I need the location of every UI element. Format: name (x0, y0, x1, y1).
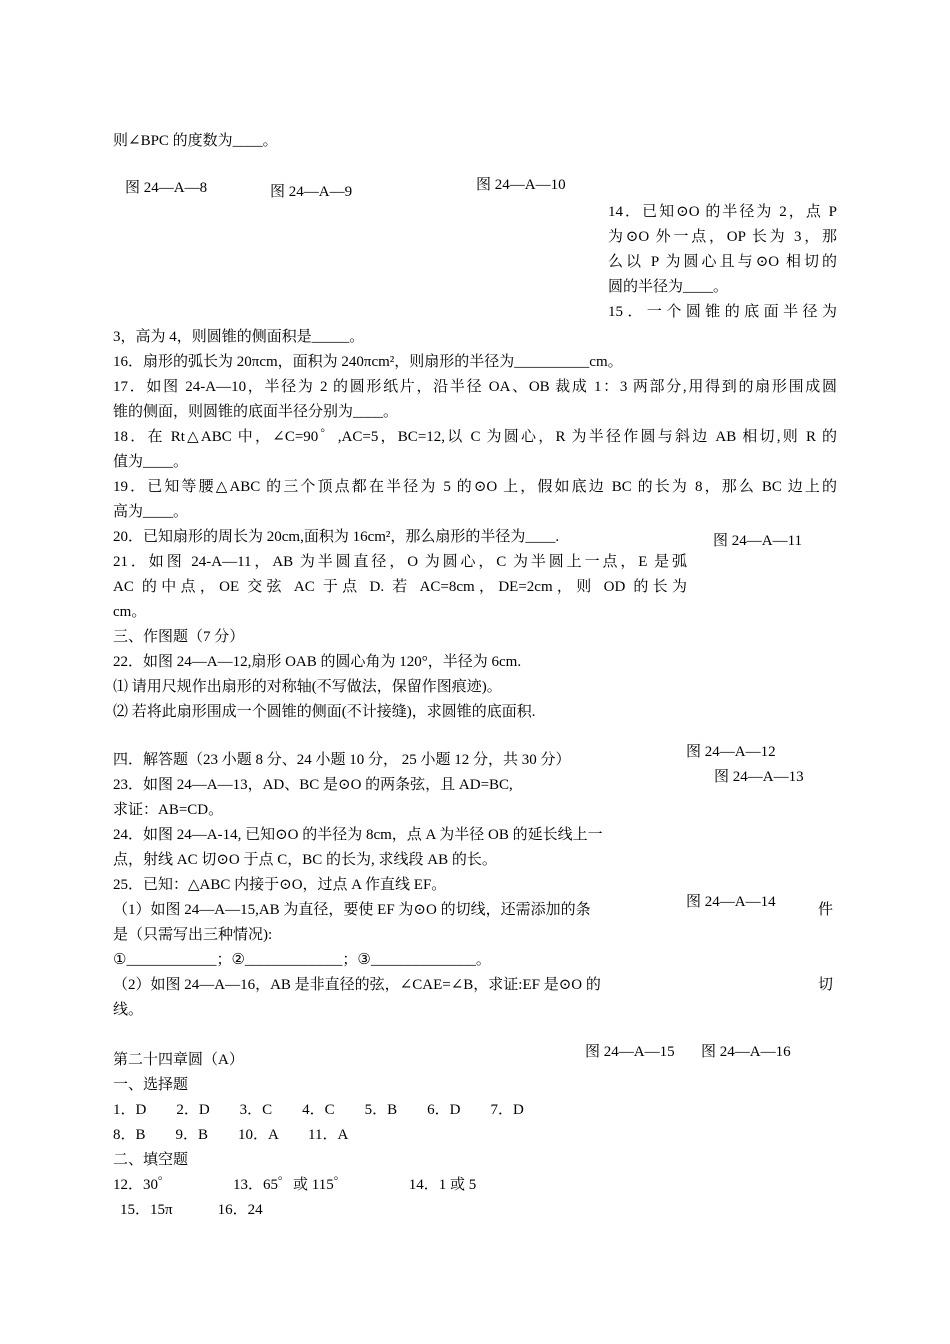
q24-line-1: 24．如图 24—A-14, 已知⊙O 的半径为 8cm，点 A 为半径 OB 的延长线上一 (113, 827, 603, 843)
q20: 20．已知扇形的周长为 20cm,面积为 16cm²，那么扇形的半径为____. (113, 529, 560, 545)
q15-line-2: 3，高为 4，则圆锥的侧面积是_____。 (113, 329, 365, 345)
q17-line-2: 锥的侧面，则圆锥的底面半径分别为____。 (113, 404, 399, 420)
q21-line-2: AC 的中点，OE 交弦 AC 于点 D. 若 AC=8cm，DE=2cm，则 OD 的长为 (113, 579, 687, 595)
figure-caption-12: 图 24—A—12 (686, 744, 776, 760)
answers-row-1: 1．D 2．D 3．C 4．C 5．B 6．D 7．D (113, 1102, 524, 1118)
q18-line-2: 值为____。 (113, 454, 189, 470)
answers-row-4: 15．15π 16．24 (120, 1202, 263, 1218)
q17-line-1: 17．如图 24-A—10，半径为 2 的圆形纸片，沿半径 OA、OB 裁成 1：3 两部分,用得到的扇形围成圆 (113, 379, 837, 395)
section-3-heading: 三、作图题（7 分） (113, 629, 245, 645)
q14-line-1: 14．已知⊙O 的半径为 2，点 P (608, 204, 837, 220)
q21-line-1: 21．如图 24-A—11，AB 为半圆直径，O 为圆心，C 为半圆上一点，E 是弧 (113, 554, 687, 570)
answers-row-2: 8．B 9．B 10．A 11．A (113, 1127, 349, 1143)
figure-caption-11: 图 24—A—11 (713, 533, 803, 549)
answers-title: 第二十四章圆（A） (113, 1052, 244, 1068)
q25-line-2: （1）如图 24—A—15,AB 为直径，要使 EF 为⊙O 的切线，还需添加的条 (113, 902, 591, 918)
q22-line-2: ⑴ 请用尺规作出扇形的对称轴(不写做法，保留作图痕迹)。 (113, 679, 502, 695)
q22-line-1: 22．如图 24—A—12,扇形 OAB 的圆心角为 120°，半径为 6cm. (113, 654, 522, 670)
q25-line-5: （2）如图 24—A—16，AB 是非直径的弦，∠CAE=∠B，求证:EF 是⊙O 的 (113, 977, 601, 993)
q25-line-1: 25．已知：△ABC 内接于⊙O，过点 A 作直线 EF。 (113, 877, 447, 893)
q25-line-3: 是（只需写出三种情况): (113, 927, 273, 943)
q14-line-2: 为⊙O 外一点，OP 长为 3，那 (608, 229, 837, 245)
figure-caption-16: 图 24—A—16 (701, 1044, 791, 1060)
q25-line-2-tail: 件 (818, 902, 834, 918)
q19-line-2: 高为____。 (113, 504, 189, 520)
q22-line-3: ⑵ 若将此扇形围成一个圆锥的侧面(不计接缝)，求圆锥的底面积. (113, 704, 536, 720)
q21-line-3: cm。 (113, 604, 147, 620)
q15-line-1: 15．一个圆锥的底面半径为 (608, 304, 837, 320)
figure-caption-15: 图 24—A—15 (585, 1044, 675, 1060)
q13-tail: 则∠BPC 的度数为____。 (113, 133, 278, 149)
q14-line-4: 圆的半径为____。 (608, 279, 729, 295)
answers-section-1: 一、选择题 (113, 1077, 189, 1093)
section-4-heading: 四．解答题（23 小题 8 分、24 小题 10 分， 25 小题 12 分，共 30 分） (113, 752, 571, 768)
q25-line-5-tail: 切 (818, 977, 834, 993)
figure-caption-13: 图 24—A—13 (714, 769, 804, 785)
q16: 16．扇形的弧长为 20πcm，面积为 240πcm²，则扇形的半径为__________cm。 (113, 354, 623, 370)
q25-line-4: ①____________；②_____________；③______________。 (113, 952, 491, 968)
answers-section-2: 二、填空题 (113, 1152, 189, 1168)
answers-row-3: 12．30゜ 13．65゜或 115゜ 14．1 或 5 (113, 1177, 477, 1193)
figure-caption-14: 图 24—A—14 (686, 894, 776, 910)
q25-line-6: 线。 (113, 1002, 144, 1018)
q14-line-3: 么以 P 为圆心且与⊙O 相切的 (608, 254, 837, 270)
q24-line-2: 点，射线 AC 切⊙O 于点 C，BC 的长为, 求线段 AB 的长。 (113, 852, 497, 868)
q23-line-2: 求证：AB=CD。 (113, 802, 224, 818)
figure-caption-8: 图 24—A—8 (125, 180, 208, 196)
q23-line-1: 23．如图 24—A—13，AD、BC 是⊙O 的两条弦，且 AD=BC, (113, 777, 513, 793)
q19-line-1: 19．已知等腰△ABC 的三个顶点都在半径为 5 的⊙O 上，假如底边 BC 的长为 8，那么 BC 边上的 (113, 479, 837, 495)
q18-line-1: 18．在 Rt△ABC 中，∠C=90゜,AC=5，BC=12,以 C 为圆心，R 为半径作圆与斜边 AB 相切,则 R 的 (113, 429, 837, 445)
figure-caption-9: 图 24—A—9 (270, 184, 353, 200)
figure-caption-10: 图 24—A—10 (476, 177, 566, 193)
